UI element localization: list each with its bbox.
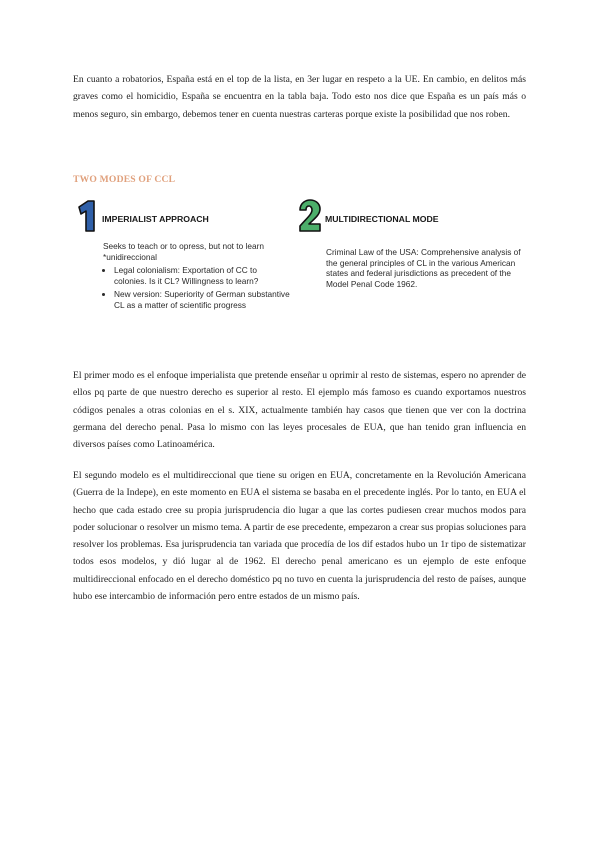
mode-intro-text: Criminal Law of the USA: Comprehensive analysis of the general principles of CL in the various American states and federal jurisdictions as precedent of the Model Penal Code 1962. bbox=[326, 247, 521, 289]
mode-header bbox=[75, 199, 290, 237]
mode-bullet-list bbox=[103, 265, 290, 310]
mode-title-imperialist: IMPERIALIST APPROACH bbox=[102, 214, 209, 224]
mode-intro-text: Seeks to teach or to opress, but not to learn *unidireccional bbox=[103, 241, 264, 262]
number-two-graphic bbox=[298, 199, 322, 233]
paragraph-intro: En cuanto a robatorios, España está en el top de la lista, en 3er lugar en respeto a la UE. En cambio, en delitos más graves como el homicidio, España se encuentra en la tabla baja. Todo esto nos dice que España es un país más o menos seguro, sin embargo, debemos tener en cuenta nuestras carteras porque existe la posibilidad que nos roben. bbox=[73, 74, 526, 120]
bullet-item: • Legal colonialism: Exportation of CC to colonies. Is it CL? Willingness to learn? bbox=[114, 265, 290, 286]
mode-description bbox=[103, 241, 290, 311]
number-one-graphic bbox=[75, 199, 99, 233]
paragraph-second-mode: El segundo modelo es el multidireccional que tiene su origen en EUA, concretamente en la Revolución Americana (Guerra de la Indepe), en este momento en EUA el sistema se basaba en el precedente inglés. Por lo tanto, en EUA el hecho que cada estado cree su propia jurisprudencia dio lugar a que las cortes pudiesen crear muchos modos para poder solucionar o resolver un mismo tema. A partir de ese precedente, empezaron a crear sus propias soluciones para resolver los problemas. Esa jurisprudencia tan variada que procedía de los dif estados hubo un 1r tipo de sistematizar todos esos modelos, y dió lugar al de 1962. El derecho penal americano es un ejemplo de este enfoque multidireccional enfocado en el derecho doméstico pq no tuvo en cuenta la jurisprudencia del resto de países, aunque hubo ese intercambio de información pero entre estados de un mismo país. bbox=[73, 470, 526, 603]
mode-multidirectional-block bbox=[298, 199, 523, 289]
mode-imperialist-block bbox=[75, 199, 290, 314]
paragraph-first-mode: El primer modo es el enfoque imperialista que pretende enseñar u oprimir al resto de sistemas, espero no aprender de ellos pq parte de que nuestro derecho es superior al resto. El ejemplo más famoso es cuando exportamos nuestros códigos penales a otras colonias en el s. XIX, actualmente también hay casos que tienen que ver con la doctrina germana del derecho penal. Pasa lo mismo con las leyes procesales de EUA, que han tenido gran influencia en diversos países como Latinoamérica. bbox=[73, 370, 526, 451]
mode-title-multidirectional: MULTIDIRECTIONAL MODE bbox=[325, 214, 439, 224]
mode-description bbox=[326, 247, 523, 289]
section-title: TWO MODES OF CCL bbox=[73, 174, 176, 185]
mode-header bbox=[298, 199, 523, 237]
bullet-item: • New version: Superiority of German substantive CL as a matter of scientific progress bbox=[114, 289, 290, 310]
